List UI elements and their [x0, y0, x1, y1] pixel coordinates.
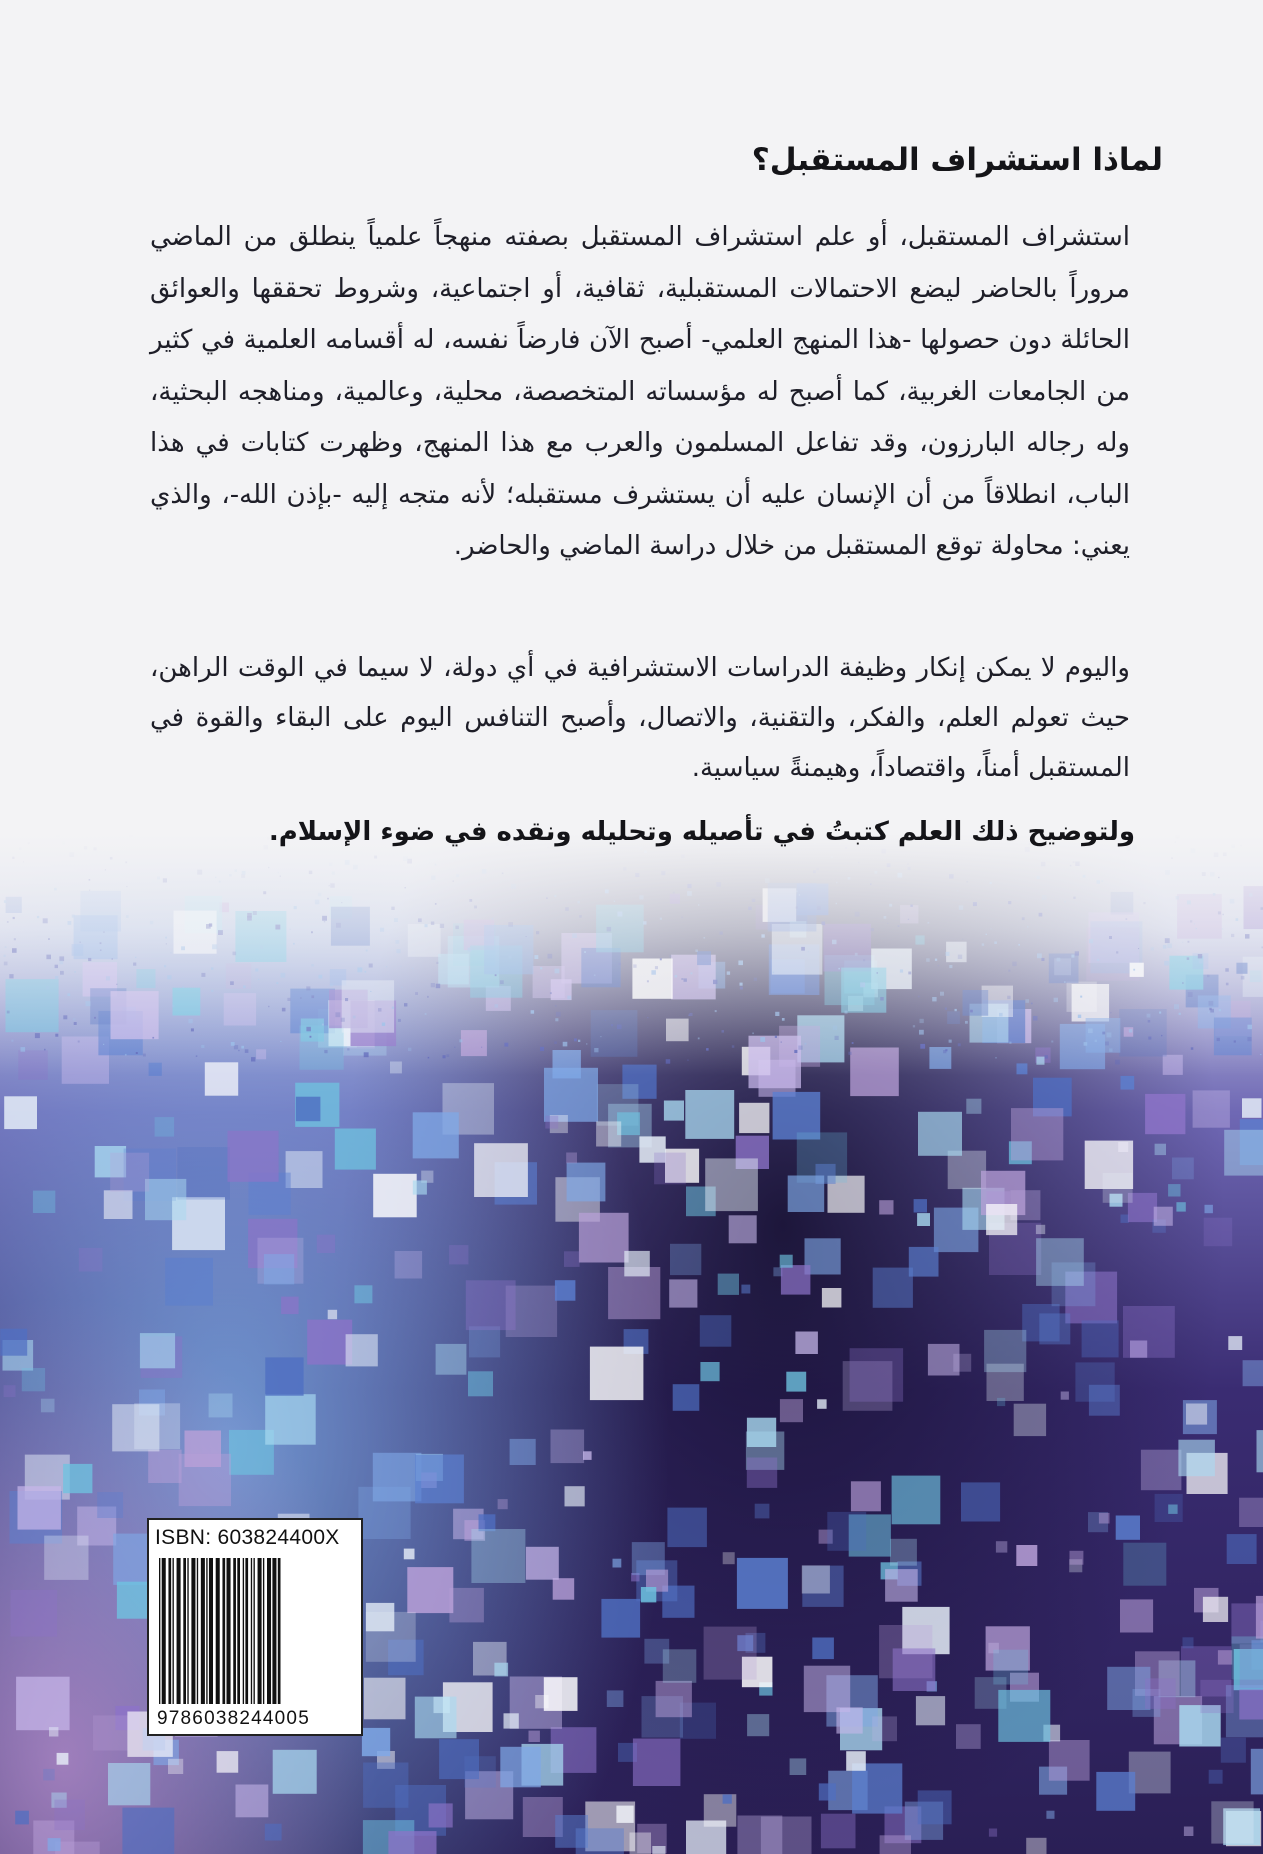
body-paragraph-2: واليوم لا يمكن إنكار وظيفة الدراسات الاستشرافية في أي دولة، لا سيما في الوقت الراهن، حيث تعولم العلم، والفكر، والتقنية، والاتصال، وأصبح التنافس اليوم على البقاء والقوة في المستقبل أمناً، واقتصاداً، وهيمنةً سياسية.: [150, 653, 1130, 783]
barcode-bar: [209, 1558, 213, 1704]
barcode-bar: [245, 1558, 248, 1704]
barcode-bar: [197, 1558, 198, 1704]
barcode-bar: [278, 1558, 281, 1704]
barcode-bar: [222, 1558, 225, 1704]
barcode-bar: [177, 1558, 181, 1704]
barcode-bar: [243, 1558, 244, 1704]
barcode-bar: [201, 1558, 205, 1704]
barcode-bar: [206, 1558, 207, 1704]
barcode-digits: 9786038244005: [157, 1708, 310, 1729]
barcode-bar: [233, 1558, 236, 1704]
barcode-bar: [162, 1558, 166, 1704]
barcode-bar: [272, 1558, 276, 1704]
section-heading: لماذا استشراف المستقبل؟: [751, 142, 1163, 178]
barcode-bar: [258, 1558, 262, 1704]
isbn-barcode: [147, 1518, 363, 1736]
barcode-bar: [216, 1558, 220, 1704]
isbn-label: ISBN: 603824400X: [155, 1526, 340, 1549]
barcode-bar: [191, 1558, 195, 1704]
barcode-bar: [237, 1558, 240, 1704]
barcode-bar: [251, 1558, 252, 1704]
barcode-bar: [183, 1558, 186, 1704]
closing-line: ولتوضيح ذلك العلم كتبتُ في تأصيله وتحليله ونقده في ضوء الإسلام.: [268, 817, 1135, 847]
barcode-bar: [173, 1558, 174, 1704]
barcode-bar: [159, 1558, 160, 1704]
barcode-bar: [227, 1558, 231, 1704]
barcode-bar: [263, 1558, 264, 1704]
barcode-bar: [267, 1558, 271, 1704]
barcode-bar: [168, 1558, 171, 1704]
barcode-bars: [157, 1558, 353, 1704]
barcode-bar: [187, 1558, 188, 1704]
barcode-bar: [254, 1558, 255, 1704]
body-paragraph-1: استشراف المستقبل، أو علم استشراف المستقبل بصفته منهجاً علمياً ينطلق من الماضي مروراً بالحاضر ليضع الاحتمالات المستقبلية، ثقافية، أو اجتماعية، وشروط تحققها والعوائق الحائلة دون حصولها -هذا المنهج العلمي- أصبح الآن فارضاً نفسه، له أقسامه العلمية في كثير من الجامعات الغربية، كما أصبح له مؤسساته المتخصصة، محلية، وعالمية، ومناهجه البحثية، وله رجاله البارزون، وقد تفاعل المسلمون والعرب مع هذا المنهج، وظهرت كتابات في هذا الباب، انطلاقاً من أن الإنسان عليه أن يستشرف مستقبله؛ لأنه متجه إليه -بإذن الله-، والذي يعني: محاولة توقع المستقبل من خلال دراسة الماضي والحاضر.: [150, 222, 1130, 561]
